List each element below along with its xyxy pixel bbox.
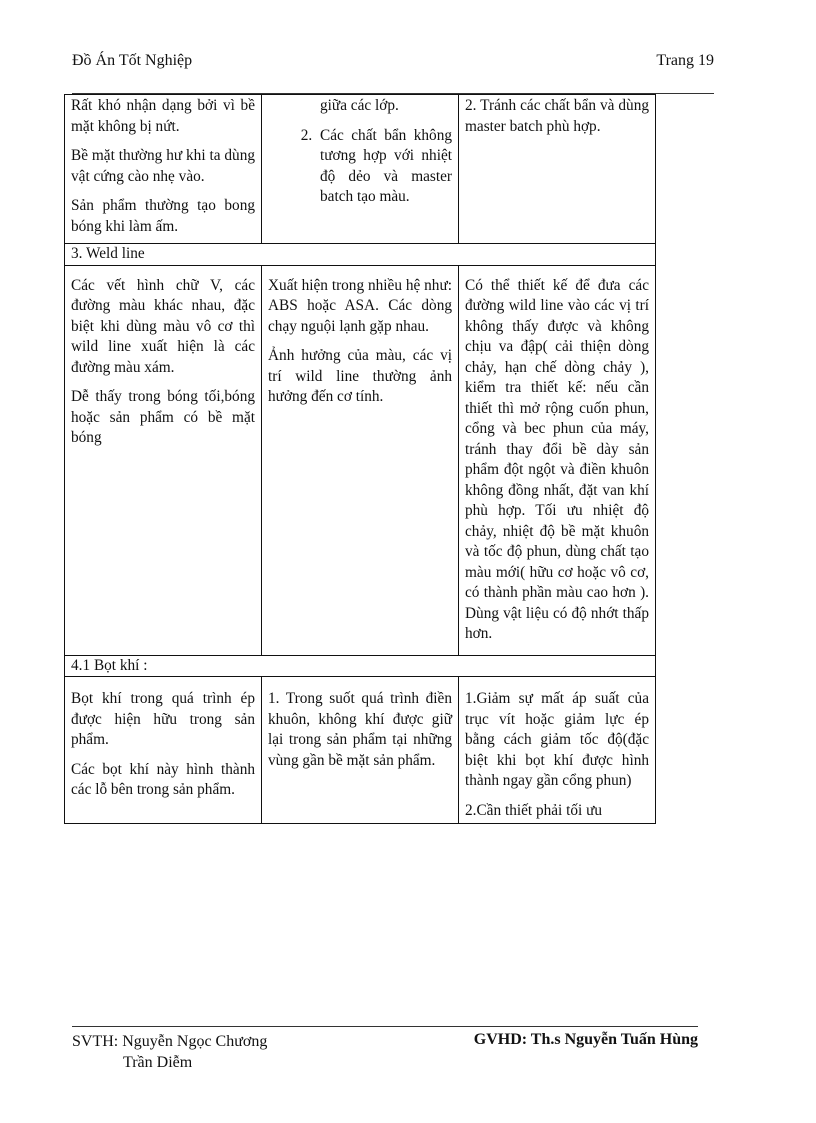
cell-paragraph: Ảnh hưởng của màu, các vị trí wild line thường ảnh hưởng đến cơ tính.: [268, 347, 452, 405]
cell-paragraph: Rất khó nhận dạng bởi vì bề mặt không bị nứt.: [71, 97, 255, 135]
cell-paragraph: 2.Cần thiết phải tối ưu: [465, 801, 603, 819]
cell-paragraph: Sản phẩm thường tạo bong bóng khi làm ấm.: [71, 197, 255, 235]
table-cell: [262, 95, 459, 244]
cell-paragraph: Có thể thiết kế để đưa các đường wild line vào các vị trí không thấy được và không chịu va đập( cải thiện dòng chảy, hạn chế dòng chảy ), kiểm tra thiết kế: nếu cần thiết thì mở rộng cuốn phun, cổng và bec phun của máy, tránh thay đổi bề dày sản phẩm đột ngột và điền khuôn không đồng nhất, đặt van khí phù hợp. Tối ưu nhiệt độ chảy, nhiệt độ bề mặt khuôn và tốc độ phun, dùng chất tạo màu mới( hữu cơ hoặc vô cơ, có thành phần màu cao hơn ). Dùng vật liệu có độ nhớt thấp hơn.: [465, 276, 649, 642]
list-item: 2. Các chất bẩn không tương hợp với nhiệt độ dẻo và master batch tạo màu.: [316, 126, 452, 208]
supervisor-name: GVHD: Th.s Nguyễn Tuấn Hùng: [473, 1031, 698, 1048]
cell-paragraph: Dễ thấy trong bóng tối,bóng hoặc sản phẩm có bề mặt bóng: [71, 388, 255, 446]
section-heading: 3. Weld line: [65, 244, 656, 266]
defects-table: [64, 94, 656, 824]
cell-paragraph: Các vết hình chữ V, các đường màu khác nhau, đặc biệt khi dùng màu vô cơ thì wild line xuất hiện là các đường màu xám.: [71, 276, 255, 376]
student-names: [72, 1031, 267, 1073]
section-heading: 4.1 Bọt khí :: [65, 655, 656, 677]
cell-paragraph: 2. Tránh các chất bẩn và dùng master batch phù hợp.: [465, 97, 649, 135]
section-row: [65, 655, 656, 677]
table-cell: [262, 677, 459, 824]
table-row: [65, 95, 656, 244]
student-name-2: Trần Diễm: [123, 1054, 193, 1071]
cell-paragraph: Xuất hiện trong nhiều hệ như: ABS hoặc ASA. Các dòng chạy nguội lạnh gặp nhau.: [268, 276, 452, 335]
page-header: [72, 52, 714, 76]
student-name: SVTH: Nguyễn Ngọc Chương: [72, 1033, 268, 1050]
list-item: giữa các lớp.: [320, 97, 399, 114]
cell-paragraph: Bề mặt thường hư khi ta dùng vật cứng cào nhẹ vào.: [71, 147, 255, 185]
table-cell: [65, 265, 262, 655]
cell-paragraph: 1.Giảm sự mất áp suất của trục vít hoặc giảm lực ép bằng cách giảm tốc độ(đặc biệt khi bọt khí được hình thành ngay gần cổng phun): [465, 690, 649, 789]
table-cell: [459, 677, 656, 824]
table-row: [65, 265, 656, 655]
document-title: Đồ Án Tốt Nghiệp: [72, 52, 193, 69]
cell-paragraph: Các bọt khí này hình thành các lỗ bên trong sản phẩm.: [71, 760, 255, 798]
table-cell: [459, 265, 656, 655]
footer-rule: [72, 1026, 698, 1027]
cell-paragraph: 1. Trong suốt quá trình điền khuôn, không khí được giữ lại trong sản phẩm tại những vùng gần bề mặt sản phẩm.: [268, 690, 452, 769]
table-cell: [262, 265, 459, 655]
table-row: [65, 677, 656, 824]
table-cell: [65, 95, 262, 244]
page-number: Trang 19: [656, 52, 714, 69]
table-cell: [65, 677, 262, 824]
table-cell: [459, 95, 656, 244]
section-row: [65, 244, 656, 266]
cell-paragraph: Bọt khí trong quá trình ép được hiện hữu trong sản phẩm.: [71, 690, 255, 748]
